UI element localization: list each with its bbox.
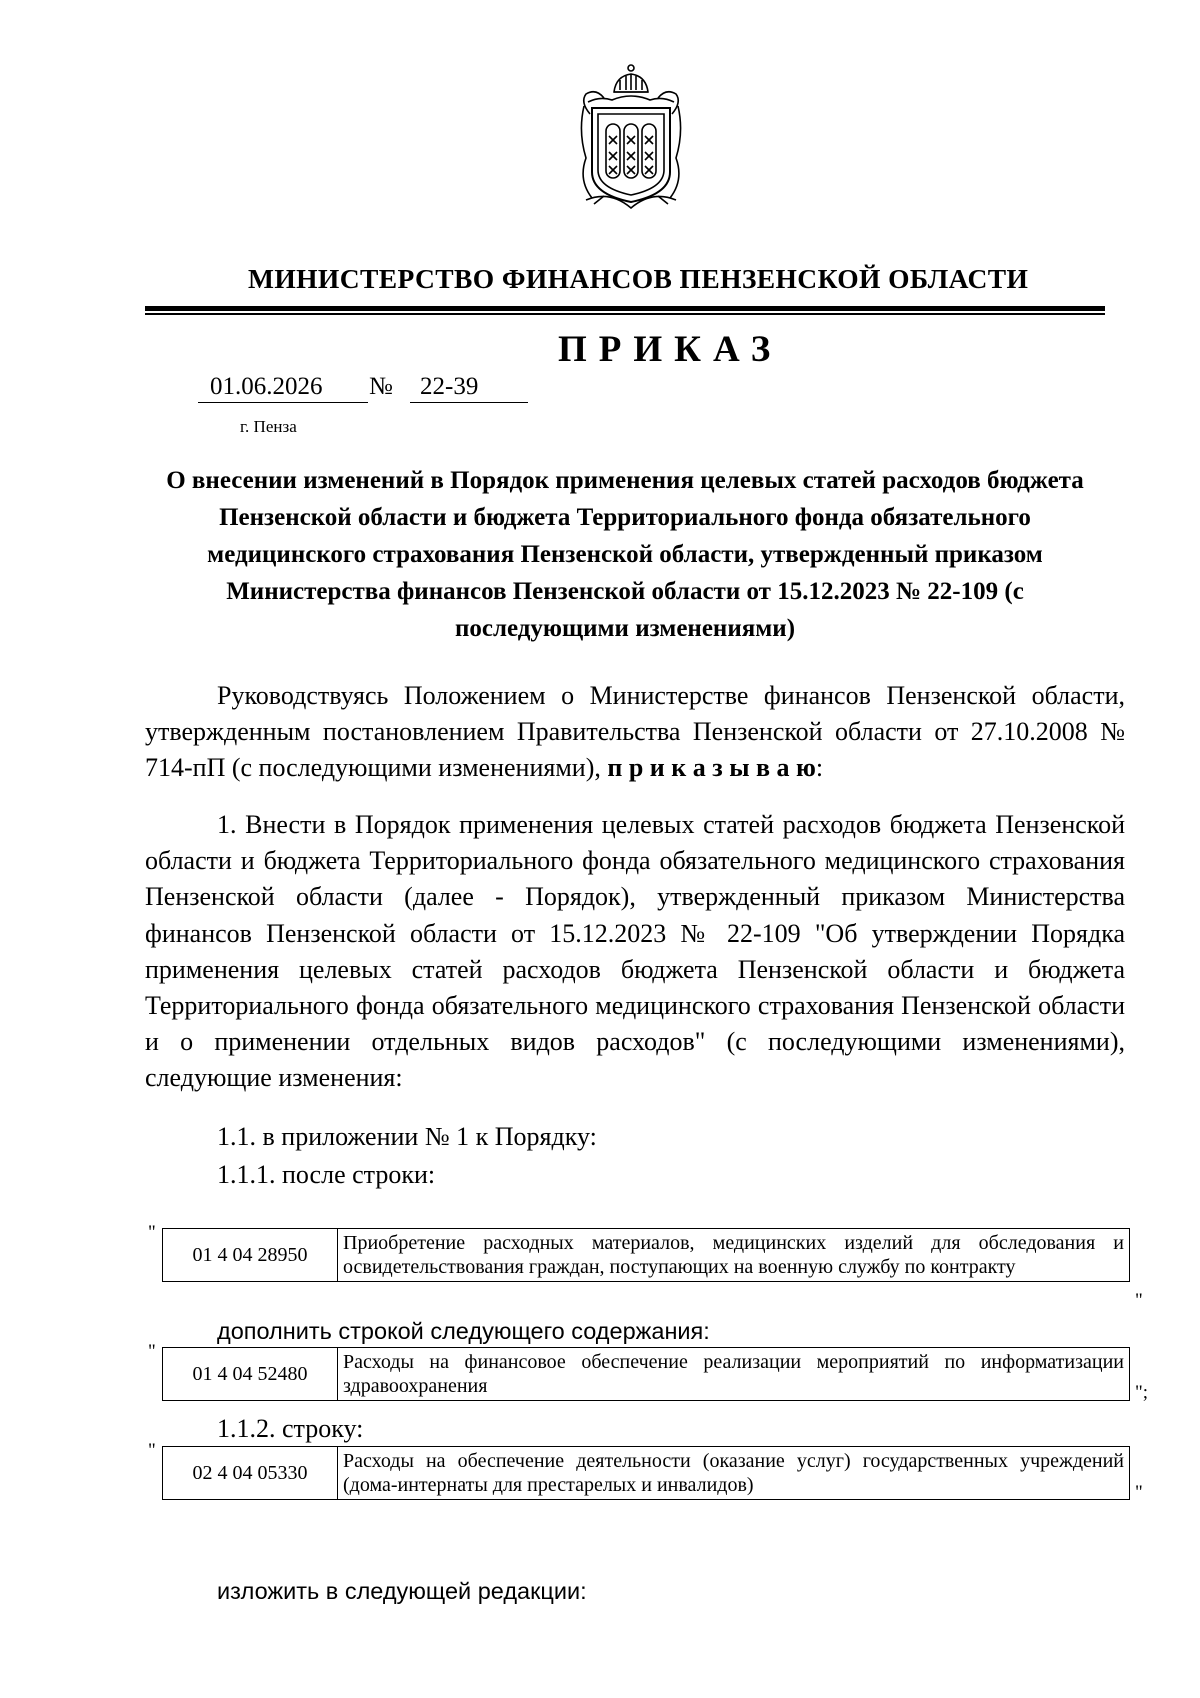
order-city: г. Пенза xyxy=(240,417,297,436)
supplement-instruction: дополнить строкой следующего содержания: xyxy=(217,1318,710,1344)
quote-close-semicolon: "; xyxy=(1135,1382,1149,1403)
item-1-1-2: 1.1.2. строку: xyxy=(217,1414,364,1443)
document-type-heading: ПРИКАЗ xyxy=(558,329,783,370)
quote-open-2: " xyxy=(148,1341,156,1362)
order-date: 01.06.2026 xyxy=(198,372,368,403)
preamble-paragraph xyxy=(145,678,1125,787)
quote-close-1: " xyxy=(1135,1290,1143,1311)
code-table-row-b xyxy=(162,1347,1130,1401)
budget-description: Расходы на обеспечение деятельности (оказание услуг) государственных учреждений (дома-интернаты для престарелых и инвалидов) xyxy=(338,1447,1130,1500)
budget-code: 02 4 04 05330 xyxy=(163,1447,338,1500)
quote-open-1: " xyxy=(148,1222,156,1243)
table-row xyxy=(163,1447,1130,1500)
document-title: О внесении изменений в Порядок применения целевых статей расходов бюджета Пензенской области и бюджета Территориального фонда обязательного медицинского страхования Пензенской области, утвержденный приказом Министерства финансов Пензенской области от 15.12.2023 № 22-109 (с последующими изменениями) xyxy=(166,467,1084,642)
budget-code: 01 4 04 52480 xyxy=(163,1348,338,1401)
order-word: п р и к а з ы в а ю xyxy=(607,753,816,783)
quote-close-3: " xyxy=(1135,1482,1143,1503)
number-sign: № xyxy=(369,373,393,400)
header-rule-thin xyxy=(145,313,1105,315)
table-row xyxy=(163,1348,1130,1401)
budget-code: 01 4 04 28950 xyxy=(163,1229,338,1282)
budget-description: Расходы на финансовое обеспечение реализации мероприятий по информатизации здравоохранения xyxy=(338,1348,1130,1401)
header-rule-thick xyxy=(145,306,1105,311)
table-row xyxy=(163,1229,1130,1282)
code-table-row-a xyxy=(162,1228,1130,1282)
item-1-paragraph: 1. Внести в Порядок применения целевых статей расходов бюджета Пензенской области и бюджета Территориального фонда обязательного медицинского страхования Пензенской области (далее - Порядок), утвержденный приказом Министерства финансов Пензенской области от 15.12.2023 № 22-109 "Об утверждении Порядка применения целевых статей расходов бюджета Пензенской области и бюджета Территориального фонда обязательного медицинского страхования Пензенской области и о применении отдельных видов расходов" (с последующими изменениями), следующие изменения: xyxy=(145,810,1125,1093)
item-1-1-1: 1.1.1. после строки: xyxy=(217,1160,436,1189)
preamble-text: Руководствуясь Положением о Министерстве финансов Пензенской области, утвержденным постановлением Правительства Пензенской области от 27.10.2008 № 714-пП (с последующими изменениями), xyxy=(145,681,1125,783)
code-table-row-c xyxy=(162,1446,1130,1500)
coat-of-arms-emblem xyxy=(570,62,692,212)
quote-open-3: " xyxy=(148,1440,156,1461)
restate-instruction: изложить в следующей редакции: xyxy=(217,1578,587,1604)
item-1-1: 1.1. в приложении № 1 к Порядку: xyxy=(217,1122,597,1151)
budget-description: Приобретение расходных материалов, медицинских изделий для обследования и освидетельствования граждан, поступающих на военную службу по контракту xyxy=(338,1229,1130,1282)
order-colon: : xyxy=(815,753,824,783)
ministry-name: МИНИСТЕРСТВО ФИНАНСОВ ПЕНЗЕНСКОЙ ОБЛАСТИ xyxy=(248,263,1029,294)
order-number: 22-39 xyxy=(410,372,528,403)
